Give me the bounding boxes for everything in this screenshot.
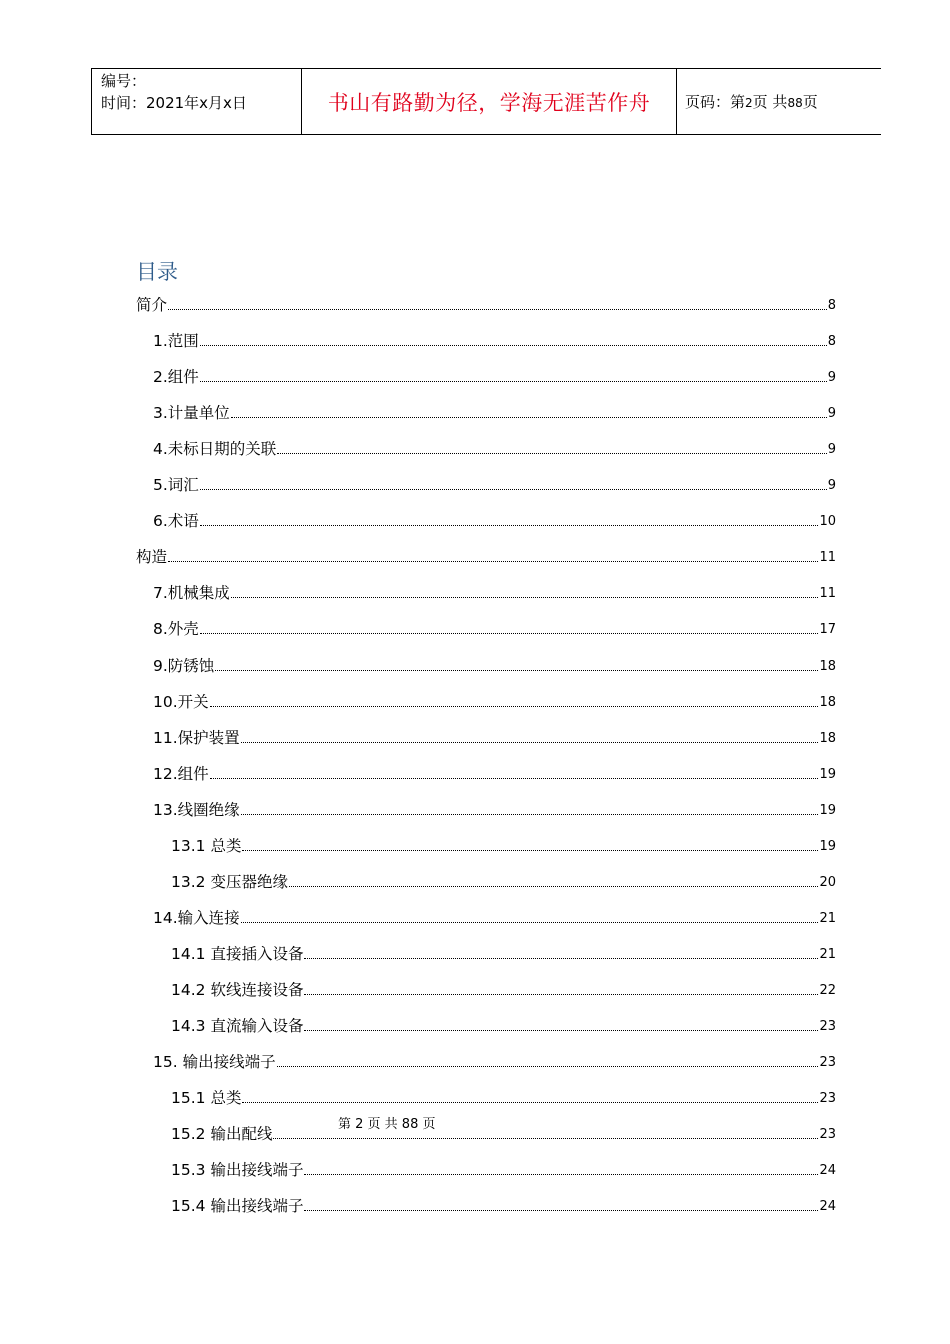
- toc-dot-leader: [231, 417, 827, 418]
- toc-entry-label: 14.3 直流输入设备: [171, 1017, 304, 1035]
- toc-entry-label: 2.组件: [153, 368, 199, 387]
- toc-entry[interactable]: [153, 403, 836, 423]
- toc-dot-leader: [304, 1030, 818, 1031]
- toc-entry-label: 15.4 输出接线端子: [171, 1197, 304, 1216]
- toc-entry[interactable]: [153, 475, 836, 495]
- header-meta-cell: [92, 69, 302, 135]
- toc-entry-page: 19: [819, 802, 836, 818]
- toc-entry-label: 4.未标日期的关联: [153, 440, 277, 459]
- time-label: 时间：2021年x月x日: [101, 94, 247, 112]
- toc-entry-page: 9: [827, 406, 836, 422]
- page-info-mid: 页 共: [752, 93, 788, 111]
- toc-entry-label: 简介: [136, 296, 168, 314]
- toc-entry-label: 1.范围: [153, 332, 199, 351]
- toc-entry-page: 24: [819, 1163, 836, 1179]
- toc-dot-leader: [215, 670, 818, 671]
- header-motto: 书山有路勤为径，学海无涯苦作舟: [302, 69, 677, 135]
- page-header: [91, 68, 881, 135]
- toc-dot-leader: [304, 1210, 818, 1211]
- toc-entry-label: 构造: [136, 548, 168, 567]
- toc-entry[interactable]: [153, 908, 836, 928]
- toc-dot-leader: [304, 958, 818, 959]
- toc-entry-label: 15.3 输出接线端子: [171, 1161, 304, 1180]
- toc-dot-leader: [200, 525, 819, 526]
- toc-dot-leader: [210, 778, 819, 779]
- toc-dot-leader: [241, 814, 819, 815]
- toc-dot-leader: [277, 1066, 819, 1067]
- toc-entry-page: 21: [819, 946, 836, 962]
- serial-label: 编号：: [101, 72, 147, 90]
- toc-entry[interactable]: [153, 331, 836, 351]
- toc-title: 目录: [136, 260, 178, 284]
- toc-entry[interactable]: [136, 547, 836, 567]
- toc-entry[interactable]: [171, 944, 836, 964]
- header-page-info: [677, 69, 882, 135]
- toc-entry-label: 9.防锈蚀: [153, 656, 215, 675]
- toc-entry-page: 23: [819, 1127, 836, 1143]
- toc-entry-label: 14.2 软线连接设备: [171, 980, 304, 999]
- toc-entry[interactable]: [171, 980, 836, 1000]
- toc-entry-label: 14.1 直接插入设备: [171, 944, 304, 963]
- toc-entry[interactable]: [171, 1088, 836, 1108]
- toc-entry-label: 11.保护装置: [153, 728, 240, 747]
- toc-entry-page: 9: [827, 370, 836, 386]
- toc-entry-page: 22: [819, 982, 836, 998]
- toc-entry-label: 12.组件: [153, 764, 209, 783]
- toc-entry[interactable]: [153, 692, 836, 712]
- toc-entry-page: 8: [827, 334, 836, 350]
- toc-entry[interactable]: [171, 1016, 836, 1036]
- toc-entry[interactable]: [171, 872, 836, 892]
- toc-dot-leader: [210, 706, 819, 707]
- toc-entry-label: 5.词汇: [153, 476, 199, 495]
- toc-entry-page: 8: [827, 298, 836, 313]
- toc-entry-label: 15.2 输出配线: [171, 1125, 273, 1144]
- toc-entry-page: 11: [819, 586, 836, 602]
- toc-entry-page: 9: [827, 478, 836, 494]
- toc-entry-label: 15. 输出接线端子: [153, 1053, 276, 1072]
- toc-entry-label: 13.2 变压器绝缘: [171, 872, 288, 891]
- toc-entry-label: 3.计量单位: [153, 404, 230, 423]
- toc-entry-page: 9: [827, 442, 836, 458]
- toc-dot-leader: [273, 1138, 818, 1139]
- toc-entry[interactable]: [171, 836, 836, 856]
- toc-entry[interactable]: [153, 656, 836, 676]
- toc-entry[interactable]: [171, 1196, 836, 1216]
- toc-entry[interactable]: [153, 439, 836, 459]
- toc-entry[interactable]: [153, 511, 836, 531]
- toc-entry[interactable]: [136, 295, 836, 315]
- toc-entry-label: 13.1 总类: [171, 836, 242, 855]
- toc-entry-label: 14.输入连接: [153, 908, 240, 927]
- toc-entry-label: 8.外壳: [153, 620, 199, 639]
- toc-dot-leader: [304, 1174, 818, 1175]
- toc-entry-page: 24: [819, 1199, 836, 1215]
- toc-dot-leader: [241, 742, 819, 743]
- toc-entry[interactable]: [153, 619, 836, 639]
- toc-entry-label: 7.机械集成: [153, 584, 230, 603]
- toc-entry[interactable]: [153, 800, 836, 820]
- toc-entry-label: 6.术语: [153, 512, 199, 531]
- toc-dot-leader: [289, 886, 819, 887]
- toc-dot-leader: [168, 309, 827, 310]
- toc-entry-label: 13.线圈绝缘: [153, 800, 240, 819]
- toc-entry-page: 19: [819, 838, 836, 854]
- toc-dot-leader: [242, 1102, 818, 1103]
- toc-dot-leader: [200, 633, 819, 634]
- toc-entry-page: 21: [819, 910, 836, 926]
- toc-entry-page: 20: [819, 874, 836, 890]
- toc-entry[interactable]: [153, 1052, 836, 1072]
- page-info-suffix: 页: [802, 93, 818, 111]
- toc-entry-label: 15.1 总类: [171, 1089, 242, 1108]
- toc-entry-page: 17: [819, 622, 836, 638]
- toc-entry-page: 18: [819, 730, 836, 746]
- toc-entry[interactable]: [153, 728, 836, 748]
- toc-dot-leader: [200, 345, 827, 346]
- toc-dot-leader: [231, 597, 819, 598]
- toc-entry-page: 23: [819, 1091, 836, 1107]
- toc-dot-leader: [304, 994, 818, 995]
- toc-entry[interactable]: [171, 1160, 836, 1180]
- toc-dot-leader: [200, 489, 827, 490]
- toc-entry-page: 19: [819, 766, 836, 782]
- toc-dot-leader: [241, 922, 819, 923]
- toc-dot-leader: [168, 561, 818, 562]
- toc-entry-page: 23: [819, 1055, 836, 1071]
- toc-dot-leader: [200, 381, 827, 382]
- toc-entry-page: 18: [819, 658, 836, 674]
- page-current: 2: [745, 96, 753, 110]
- toc-dot-leader: [242, 850, 818, 851]
- toc-entry-page: 18: [819, 694, 836, 710]
- toc-entry-page: 11: [819, 550, 836, 566]
- page-total: 88: [787, 96, 803, 110]
- page-footer: 第 2 页 共 88 页: [338, 1117, 436, 1132]
- toc-dot-leader: [277, 453, 826, 454]
- toc-entry[interactable]: [153, 583, 836, 603]
- toc-entry-page: 10: [819, 514, 836, 530]
- page-info-prefix: 页码：第: [685, 93, 746, 111]
- toc-entry-label: 10.开关: [153, 692, 209, 711]
- toc-entry[interactable]: [153, 367, 836, 387]
- toc-entry[interactable]: [153, 764, 836, 784]
- toc-entry-page: 23: [819, 1019, 836, 1034]
